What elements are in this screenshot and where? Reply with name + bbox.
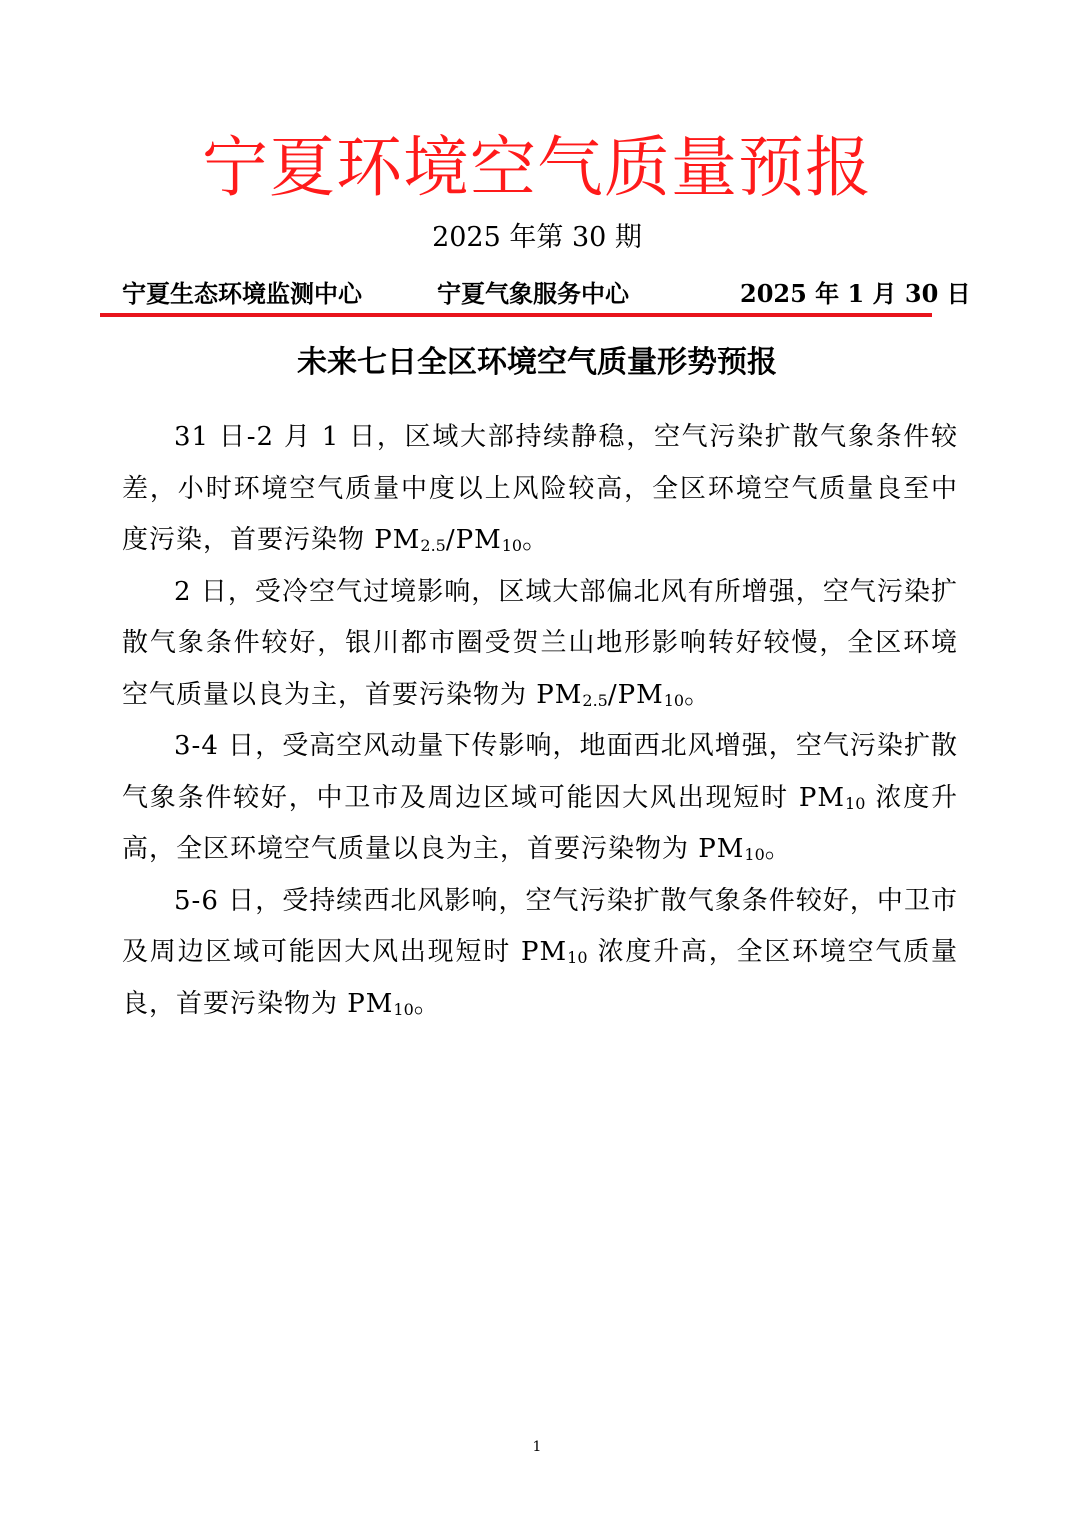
subscript: 10 — [845, 793, 866, 813]
paragraph-4 — [122, 876, 958, 1031]
subscript: 2.5 — [582, 690, 608, 710]
issuer-meteorological-center: 宁夏气象服务中心 — [437, 279, 629, 308]
masthead-title: 宁夏环境空气质量预报 — [202, 129, 872, 206]
subscript: 10 — [567, 948, 588, 967]
paragraph-4-text: 5-6 日，受持续西北风影响，空气污染扩散气象条件较好，中卫市及周边区域可能因大风出现短时 PM — [122, 885, 958, 967]
paragraph-2-text-mid: /PM — [607, 679, 664, 710]
paragraph-4-text-mid: 浓度升高，全区环境空气质量良，首要污染物为 PM — [122, 937, 959, 1019]
paragraph-2-text: 2 日，受冷空气过境影响，区域大部偏北风有所增强，空气污染扩散气象条件较好，银川都市圈受贺兰山地形影响转好较慢，全区环境空气质量以良为主，首要污染物为 PM — [122, 576, 958, 710]
paragraph-1-text-end: 。 — [522, 525, 550, 555]
page-number: 1 — [532, 1439, 542, 1455]
issuer-monitoring-center: 宁夏生态环境监测中心 — [122, 279, 362, 308]
subscript: 2.5 — [420, 536, 446, 555]
subscript: 10 — [501, 536, 523, 555]
paragraph-3-text: 3-4 日，受高空风动量下传影响，地面西北风增强，空气污染扩散气象条件较好，中卫市及周边区域可能因大风出现短时 PM — [122, 731, 958, 813]
article-body — [122, 412, 958, 1030]
issue-date: 2025 年 1 月 30 日 — [740, 279, 971, 308]
article-headline: 未来七日全区环境空气质量形势预报 — [297, 345, 777, 380]
paragraph-2-text-end: 。 — [684, 679, 712, 710]
subscript: 10 — [393, 999, 414, 1019]
paragraph-1 — [122, 412, 958, 567]
paragraph-1-text: 31 日-2 月 1 日，区域大部持续静稳，空气污染扩散气象条件较差，小时环境空气质量中度以上风险较高，全区环境空气质量良至中度污染，首要污染物 PM — [122, 422, 958, 555]
subscript: 10 — [663, 690, 685, 710]
paragraph-3-text-mid: 浓度升高，全区环境空气质量以良为主，首要污染物为 PM — [122, 782, 958, 864]
paragraph-1-text-mid: /PM — [445, 525, 502, 555]
paragraph-2 — [122, 567, 958, 722]
issue-number: 2025 年第 30 期 — [432, 222, 642, 253]
paragraph-3 — [122, 721, 958, 876]
red-divider-rule — [100, 313, 932, 317]
paragraph-4-text-end: 。 — [413, 988, 441, 1019]
paragraph-3-text-end: 。 — [764, 834, 792, 864]
subscript: 10 — [744, 845, 765, 864]
